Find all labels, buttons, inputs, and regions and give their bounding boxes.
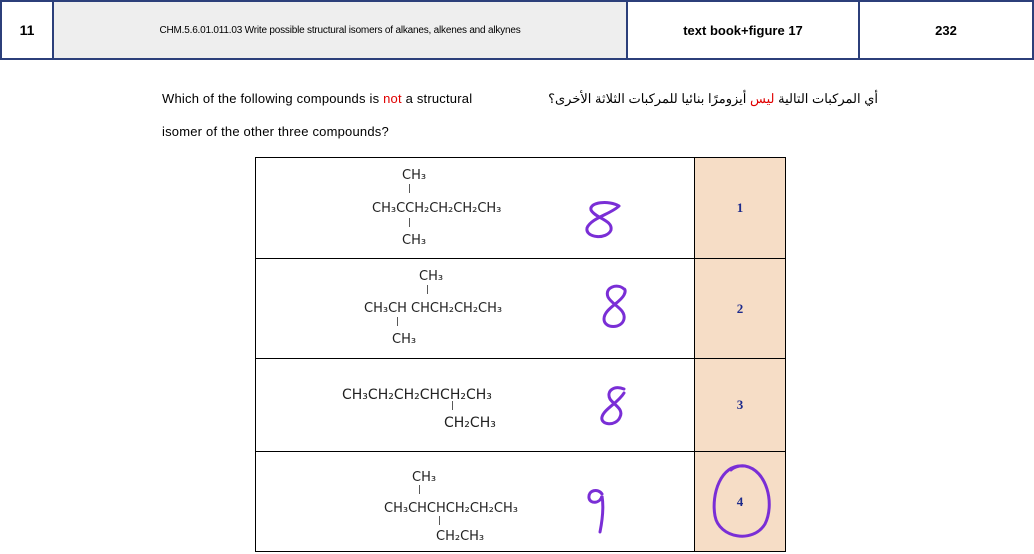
main-chain: CH₃CCH₂CH₂CH₂CH₃ bbox=[372, 201, 502, 216]
bond-line: | bbox=[438, 516, 442, 526]
question-text: أيزومرًا بنائيا للمركبات الثلاثة الأخرى؟ bbox=[548, 91, 751, 106]
standards-header bbox=[0, 0, 1034, 60]
structure-cell bbox=[256, 359, 695, 452]
handwritten-circle-answer bbox=[709, 460, 775, 546]
item-number: 11 bbox=[1, 1, 53, 59]
branch-bottom: CH₂CH₃ bbox=[444, 415, 496, 431]
question-text: Which of the following compounds is bbox=[162, 91, 384, 106]
option-row[interactable] bbox=[256, 359, 786, 452]
option-row[interactable] bbox=[256, 259, 786, 359]
question-arabic bbox=[548, 91, 878, 107]
branch-bottom: CH₃ bbox=[392, 332, 417, 347]
branch-top: CH₃ bbox=[412, 470, 437, 485]
branch-bottom: CH₂CH₃ bbox=[436, 529, 485, 544]
branch-bottom: CH₃ bbox=[402, 233, 427, 248]
bond-line: | bbox=[426, 285, 430, 295]
option-row[interactable] bbox=[256, 158, 786, 259]
branch-top: CH₃ bbox=[419, 269, 444, 284]
handwritten-8-annotation bbox=[598, 283, 634, 331]
structure-cell bbox=[256, 158, 695, 259]
page-number: 232 bbox=[859, 1, 1033, 59]
handwritten-9-annotation bbox=[584, 486, 610, 534]
standard-code: CHM.5.6.01.011.03 Write possible structural isomers of alkanes, alkenes and alkynes bbox=[53, 1, 627, 59]
option-number bbox=[695, 452, 786, 552]
option-row[interactable] bbox=[256, 452, 786, 552]
bond-line: | bbox=[408, 218, 412, 228]
bond-line: | bbox=[418, 485, 422, 495]
bond-line: | bbox=[408, 184, 412, 194]
options-table bbox=[255, 157, 786, 552]
bond-line: | bbox=[451, 401, 455, 411]
question-not-highlight: not bbox=[383, 91, 402, 106]
structure-cell bbox=[256, 259, 695, 359]
question-english-line2: isomer of the other three compounds? bbox=[162, 124, 389, 139]
question-text: أي المركبات التالية bbox=[774, 91, 878, 106]
option-number-label: 4 bbox=[736, 493, 744, 509]
structure-cell bbox=[256, 452, 695, 552]
question-text: a structural bbox=[401, 91, 473, 106]
main-chain: CH₃CHCHCH₂CH₂CH₃ bbox=[384, 501, 518, 516]
question-arabic-highlight: ليس bbox=[750, 91, 775, 106]
question-english-line1 bbox=[162, 91, 472, 106]
option-number: 2 bbox=[695, 259, 786, 359]
option-number: 3 bbox=[695, 359, 786, 452]
bond-line: | bbox=[396, 317, 400, 327]
source-reference: text book+figure 17 bbox=[627, 1, 859, 59]
main-chain: CH₃CH₂CH₂CHCH₂CH₃ bbox=[342, 387, 492, 403]
branch-top: CH₃ bbox=[402, 168, 427, 183]
option-number: 1 bbox=[695, 158, 786, 259]
handwritten-8-annotation bbox=[596, 385, 632, 429]
handwritten-8-annotation bbox=[581, 200, 626, 240]
main-chain: CH₃CH CHCH₂CH₂CH₃ bbox=[364, 301, 503, 316]
